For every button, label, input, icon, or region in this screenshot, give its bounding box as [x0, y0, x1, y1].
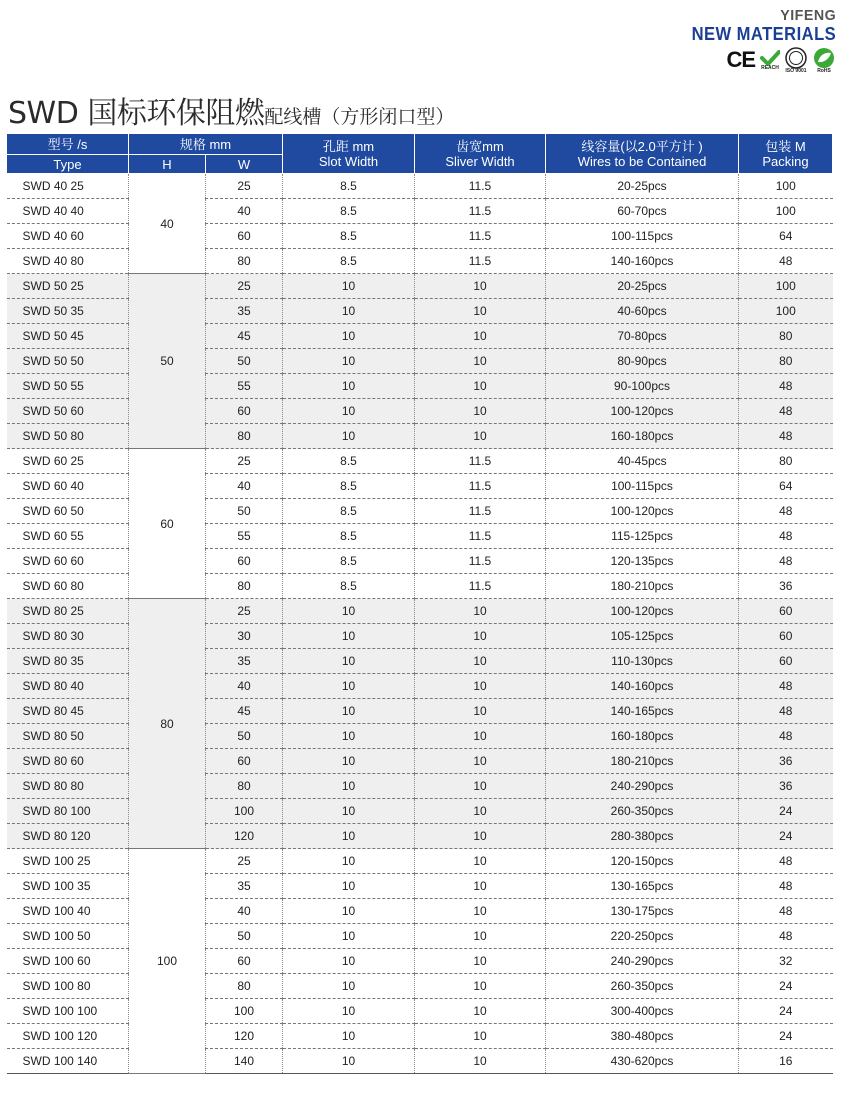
cell-type: SWD 50 80 [7, 424, 129, 449]
reach-label: REACH [761, 64, 779, 71]
cell-packing: 80 [739, 324, 833, 349]
cell-sliver-width: 10 [415, 974, 546, 999]
header-pack-en: Packing [762, 153, 809, 169]
table-row [7, 274, 833, 299]
cell-w: 25 [206, 849, 283, 874]
brand-name-line2: NEW MATERIALS [691, 24, 836, 44]
cell-slot-width: 10 [283, 1024, 415, 1049]
cell-wires: 80-90pcs [546, 349, 739, 374]
cell-slot-width: 8.5 [283, 224, 415, 249]
cell-wires: 180-210pcs [546, 749, 739, 774]
cell-packing: 100 [739, 274, 833, 299]
cell-packing: 48 [739, 524, 833, 549]
cell-type: SWD 100 100 [7, 999, 129, 1024]
cell-w: 60 [206, 224, 283, 249]
cell-sliver-width: 11.5 [415, 224, 546, 249]
cell-slot-width: 8.5 [283, 574, 415, 599]
cell-type: SWD 100 50 [7, 924, 129, 949]
cell-w: 80 [206, 424, 283, 449]
cell-wires: 300-400pcs [546, 999, 739, 1024]
cell-sliver-width: 11.5 [415, 249, 546, 274]
reach-logo [760, 50, 780, 71]
cell-packing: 24 [739, 1024, 833, 1049]
cell-sliver-width: 10 [415, 674, 546, 699]
cell-w: 100 [206, 799, 283, 824]
cell-slot-width: 10 [283, 299, 415, 324]
cell-wires: 260-350pcs [546, 799, 739, 824]
cell-wires: 260-350pcs [546, 974, 739, 999]
cell-slot-width: 10 [283, 899, 415, 924]
cell-wires: 140-160pcs [546, 674, 739, 699]
cell-sliver-width: 10 [415, 349, 546, 374]
cell-wires: 180-210pcs [546, 574, 739, 599]
cell-wires: 100-120pcs [546, 499, 739, 524]
cell-type: SWD 80 120 [7, 824, 129, 849]
cell-type: SWD 100 120 [7, 1024, 129, 1049]
cell-sliver-width: 10 [415, 599, 546, 624]
cell-w: 50 [206, 349, 283, 374]
cell-sliver-width: 10 [415, 724, 546, 749]
cell-wires: 160-180pcs [546, 424, 739, 449]
cell-slot-width: 8.5 [283, 524, 415, 549]
cell-sliver-width: 10 [415, 699, 546, 724]
header-slot-en: Slot Width [318, 153, 379, 169]
cell-type: SWD 80 45 [7, 699, 129, 724]
cell-packing: 60 [739, 624, 833, 649]
iso-label: ISO 9001 [785, 67, 807, 74]
cell-type: SWD 60 40 [7, 474, 129, 499]
cell-packing: 48 [739, 399, 833, 424]
cell-wires: 100-120pcs [546, 599, 739, 624]
cell-packing: 48 [739, 699, 833, 724]
cell-w: 35 [206, 874, 283, 899]
iso-seal-icon [785, 47, 807, 69]
cell-w: 120 [206, 1024, 283, 1049]
cell-sliver-width: 11.5 [415, 449, 546, 474]
cell-sliver-width: 10 [415, 1024, 546, 1049]
cell-type: SWD 50 45 [7, 324, 129, 349]
cell-sliver-width: 11.5 [415, 549, 546, 574]
cell-wires: 100-115pcs [546, 224, 739, 249]
cell-w: 120 [206, 824, 283, 849]
ce-mark: CE [726, 47, 755, 72]
cell-wires: 130-165pcs [546, 874, 739, 899]
cell-w: 40 [206, 674, 283, 699]
cell-type: SWD 100 80 [7, 974, 129, 999]
cell-slot-width: 8.5 [283, 199, 415, 224]
page-title [8, 88, 454, 132]
cell-w: 45 [206, 324, 283, 349]
cell-packing: 36 [739, 574, 833, 599]
header-w: W [206, 155, 283, 174]
cell-type: SWD 80 25 [7, 599, 129, 624]
title-sub: 配线槽（方形闭口型） [264, 106, 455, 128]
cell-packing: 48 [739, 249, 833, 274]
cell-type: SWD 60 25 [7, 449, 129, 474]
cell-packing: 100 [739, 299, 833, 324]
cell-w: 100 [206, 999, 283, 1024]
cell-wires: 70-80pcs [546, 324, 739, 349]
title-main: SWD 国标环保阻燃 [8, 96, 265, 131]
cell-sliver-width: 10 [415, 374, 546, 399]
cell-w: 60 [206, 549, 283, 574]
header-slot-cn: 孔距 mm [322, 138, 375, 154]
cell-sliver-width: 10 [415, 899, 546, 924]
cell-packing: 48 [739, 874, 833, 899]
cell-packing: 80 [739, 349, 833, 374]
cell-w: 50 [206, 924, 283, 949]
iso-logo [785, 47, 807, 74]
cell-type: SWD 100 140 [7, 1049, 129, 1074]
cell-slot-width: 8.5 [283, 549, 415, 574]
cell-w: 25 [206, 599, 283, 624]
header-h: H [129, 155, 206, 174]
cell-slot-width: 10 [283, 774, 415, 799]
cell-w: 40 [206, 199, 283, 224]
header-wires [546, 134, 739, 174]
cell-type: SWD 80 100 [7, 799, 129, 824]
cell-type: SWD 40 40 [7, 199, 129, 224]
table-row [7, 849, 833, 874]
cell-wires: 40-60pcs [546, 299, 739, 324]
header-pack-cn: 包装 M [765, 138, 806, 154]
cell-slot-width: 10 [283, 874, 415, 899]
cell-sliver-width: 10 [415, 274, 546, 299]
cell-packing: 64 [739, 224, 833, 249]
cell-sliver-width: 10 [415, 799, 546, 824]
cell-slot-width: 10 [283, 399, 415, 424]
cell-h: 50 [129, 274, 206, 449]
cell-w: 60 [206, 399, 283, 424]
cell-sliver-width: 11.5 [415, 174, 546, 199]
cell-wires: 140-160pcs [546, 249, 739, 274]
cell-wires: 130-175pcs [546, 899, 739, 924]
cell-slot-width: 10 [283, 674, 415, 699]
cell-type: SWD 50 35 [7, 299, 129, 324]
cell-sliver-width: 10 [415, 999, 546, 1024]
cell-slot-width: 10 [283, 749, 415, 774]
cell-type: SWD 100 25 [7, 849, 129, 874]
cell-packing: 24 [739, 999, 833, 1024]
cell-h: 100 [129, 849, 206, 1074]
cell-h: 60 [129, 449, 206, 599]
cell-packing: 48 [739, 549, 833, 574]
cell-slot-width: 8.5 [283, 499, 415, 524]
table-row [7, 174, 833, 199]
cell-w: 25 [206, 174, 283, 199]
table-row [7, 449, 833, 474]
cell-sliver-width: 10 [415, 1049, 546, 1074]
spec-table [6, 133, 833, 1074]
cell-type: SWD 80 80 [7, 774, 129, 799]
rohs-logo [812, 47, 836, 74]
cell-wires: 160-180pcs [546, 724, 739, 749]
cell-w: 80 [206, 249, 283, 274]
brand-block [679, 8, 836, 73]
cell-type: SWD 40 80 [7, 249, 129, 274]
cell-wires: 20-25pcs [546, 174, 739, 199]
cell-w: 25 [206, 449, 283, 474]
cell-type: SWD 80 60 [7, 749, 129, 774]
cell-w: 55 [206, 374, 283, 399]
cell-w: 50 [206, 724, 283, 749]
cell-type: SWD 50 60 [7, 399, 129, 424]
cell-slot-width: 10 [283, 324, 415, 349]
cell-slot-width: 8.5 [283, 449, 415, 474]
cell-wires: 105-125pcs [546, 624, 739, 649]
cell-sliver-width: 10 [415, 399, 546, 424]
cell-w: 40 [206, 474, 283, 499]
header-packing [739, 134, 833, 174]
cell-type: SWD 60 80 [7, 574, 129, 599]
cell-packing: 64 [739, 474, 833, 499]
cell-type: SWD 80 50 [7, 724, 129, 749]
cell-sliver-width: 10 [415, 299, 546, 324]
cell-type: SWD 60 55 [7, 524, 129, 549]
header-row-top [7, 134, 833, 155]
cell-packing: 48 [739, 899, 833, 924]
cell-packing: 36 [739, 774, 833, 799]
cell-w: 35 [206, 649, 283, 674]
cell-wires: 240-290pcs [546, 774, 739, 799]
cell-type: SWD 80 30 [7, 624, 129, 649]
cell-packing: 100 [739, 199, 833, 224]
cell-w: 80 [206, 574, 283, 599]
cell-h: 40 [129, 174, 206, 274]
header-sliver-en: Sliver Width [445, 153, 515, 169]
rohs-leaf-icon [812, 47, 836, 69]
cell-sliver-width: 10 [415, 774, 546, 799]
cell-type: SWD 100 35 [7, 874, 129, 899]
cell-w: 50 [206, 499, 283, 524]
cell-packing: 48 [739, 374, 833, 399]
cell-slot-width: 10 [283, 999, 415, 1024]
cell-type: SWD 100 60 [7, 949, 129, 974]
cell-w: 40 [206, 899, 283, 924]
table-row [7, 599, 833, 624]
cell-packing: 48 [739, 849, 833, 874]
cell-h: 80 [129, 599, 206, 849]
cell-wires: 100-115pcs [546, 474, 739, 499]
cell-slot-width: 10 [283, 949, 415, 974]
cell-sliver-width: 10 [415, 949, 546, 974]
cell-sliver-width: 11.5 [415, 499, 546, 524]
cell-wires: 40-45pcs [546, 449, 739, 474]
cell-slot-width: 8.5 [283, 249, 415, 274]
cell-sliver-width: 10 [415, 624, 546, 649]
header-type-en: Type [7, 155, 129, 174]
cell-sliver-width: 10 [415, 874, 546, 899]
cell-slot-width: 8.5 [283, 474, 415, 499]
header-sliver-cn: 齿宽mm [456, 138, 504, 154]
cell-packing: 24 [739, 974, 833, 999]
cell-wires: 280-380pcs [546, 824, 739, 849]
cell-sliver-width: 10 [415, 749, 546, 774]
header-spec: 规格 mm [129, 134, 283, 155]
cell-slot-width: 10 [283, 849, 415, 874]
cell-packing: 60 [739, 599, 833, 624]
cell-type: SWD 60 60 [7, 549, 129, 574]
cell-slot-width: 8.5 [283, 174, 415, 199]
cell-wires: 100-120pcs [546, 399, 739, 424]
cell-sliver-width: 10 [415, 824, 546, 849]
cell-w: 45 [206, 699, 283, 724]
cell-sliver-width: 11.5 [415, 474, 546, 499]
cell-w: 55 [206, 524, 283, 549]
cell-slot-width: 10 [283, 424, 415, 449]
cell-wires: 90-100pcs [546, 374, 739, 399]
cell-slot-width: 10 [283, 924, 415, 949]
cell-wires: 240-290pcs [546, 949, 739, 974]
cell-packing: 48 [739, 724, 833, 749]
cell-slot-width: 10 [283, 1049, 415, 1074]
cell-packing: 48 [739, 924, 833, 949]
cell-wires: 120-135pcs [546, 549, 739, 574]
cell-sliver-width: 10 [415, 324, 546, 349]
cell-wires: 115-125pcs [546, 524, 739, 549]
cell-sliver-width: 11.5 [415, 524, 546, 549]
cell-wires: 220-250pcs [546, 924, 739, 949]
cell-wires: 110-130pcs [546, 649, 739, 674]
rohs-label: RoHS [817, 67, 831, 74]
cell-type: SWD 50 55 [7, 374, 129, 399]
cell-type: SWD 40 25 [7, 174, 129, 199]
cell-packing: 60 [739, 649, 833, 674]
header-sliver-width [415, 134, 546, 174]
cell-type: SWD 50 50 [7, 349, 129, 374]
cell-w: 35 [206, 299, 283, 324]
cell-slot-width: 10 [283, 699, 415, 724]
checkmark-icon [760, 50, 780, 66]
cell-w: 30 [206, 624, 283, 649]
cell-sliver-width: 10 [415, 924, 546, 949]
cell-wires: 120-150pcs [546, 849, 739, 874]
cell-slot-width: 10 [283, 624, 415, 649]
cell-slot-width: 10 [283, 599, 415, 624]
cell-wires: 60-70pcs [546, 199, 739, 224]
cell-wires: 140-165pcs [546, 699, 739, 724]
cell-sliver-width: 10 [415, 649, 546, 674]
brand-name-line1: YIFENG [780, 7, 836, 24]
cell-packing: 48 [739, 674, 833, 699]
cell-sliver-width: 11.5 [415, 574, 546, 599]
cell-w: 140 [206, 1049, 283, 1074]
header-wires-en: Wires to be Contained [577, 153, 707, 169]
spec-table-body [7, 174, 833, 1074]
cell-packing: 48 [739, 424, 833, 449]
cell-slot-width: 10 [283, 799, 415, 824]
cell-sliver-width: 10 [415, 849, 546, 874]
cell-slot-width: 10 [283, 649, 415, 674]
cell-slot-width: 10 [283, 724, 415, 749]
cell-wires: 380-480pcs [546, 1024, 739, 1049]
cell-slot-width: 10 [283, 824, 415, 849]
cell-wires: 20-25pcs [546, 274, 739, 299]
cell-type: SWD 80 35 [7, 649, 129, 674]
cell-type: SWD 50 25 [7, 274, 129, 299]
cell-slot-width: 10 [283, 274, 415, 299]
cell-packing: 80 [739, 449, 833, 474]
cell-packing: 24 [739, 799, 833, 824]
cell-w: 60 [206, 949, 283, 974]
cell-wires: 430-620pcs [546, 1049, 739, 1074]
cell-w: 80 [206, 974, 283, 999]
header-slot-width [283, 134, 415, 174]
cell-slot-width: 10 [283, 974, 415, 999]
certification-logos [679, 47, 836, 73]
cell-w: 25 [206, 274, 283, 299]
cell-packing: 32 [739, 949, 833, 974]
cell-slot-width: 10 [283, 374, 415, 399]
cell-packing: 16 [739, 1049, 833, 1074]
cell-packing: 24 [739, 824, 833, 849]
cell-type: SWD 80 40 [7, 674, 129, 699]
cell-packing: 48 [739, 499, 833, 524]
header-wires-cn: 线容量(以2.0平方计 ) [581, 138, 703, 154]
cell-slot-width: 10 [283, 349, 415, 374]
cell-w: 80 [206, 774, 283, 799]
cell-packing: 36 [739, 749, 833, 774]
cell-packing: 100 [739, 174, 833, 199]
cell-type: SWD 60 50 [7, 499, 129, 524]
cell-w: 60 [206, 749, 283, 774]
cell-type: SWD 100 40 [7, 899, 129, 924]
cell-sliver-width: 11.5 [415, 199, 546, 224]
cell-sliver-width: 10 [415, 424, 546, 449]
cell-type: SWD 40 60 [7, 224, 129, 249]
header-type-cn: 型号 /s [7, 134, 129, 155]
